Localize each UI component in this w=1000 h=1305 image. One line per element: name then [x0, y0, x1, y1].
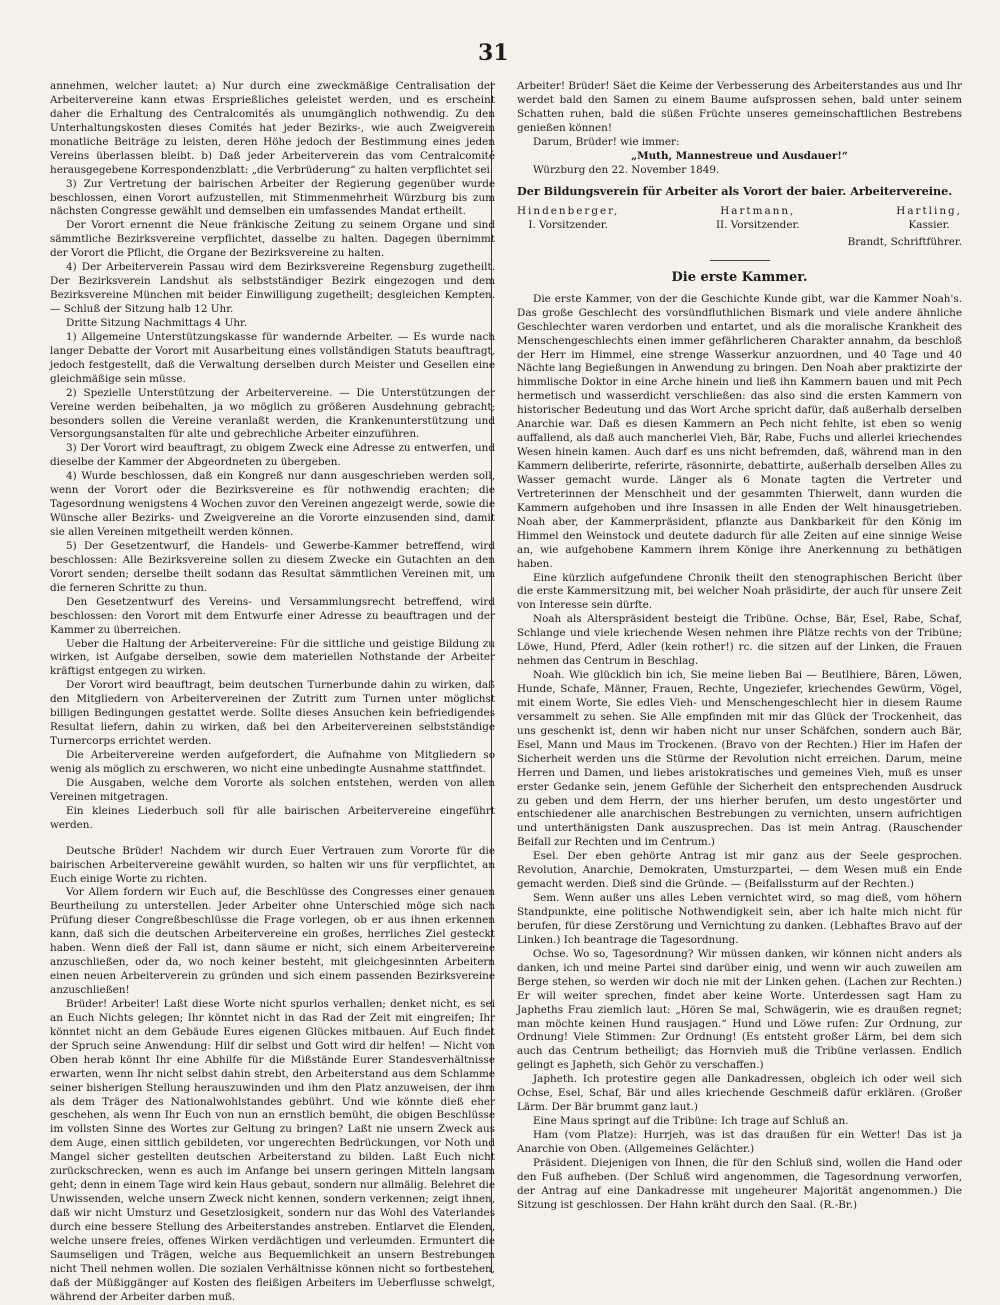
signature-name: Hartling, — [896, 204, 962, 217]
paragraph: Darum, Brüder! wie immer: — [533, 135, 680, 148]
paragraph: Die Ausgaben, welche dem Vororte als solchen entstehen, werden von allen Vereinen mitgetragen. — [50, 776, 495, 803]
signature-role: II. Vorsitzender. — [715, 218, 800, 231]
paragraph: Brüder! Arbeiter! Laßt diese Worte nicht spurlos verhallen; denket nicht, es sei an Euch Nichts gelegen; Ihr könntet nicht in das Rad der Zeit mit eingreifen; Ihr könntet nicht an dem Gebäude Eures eigenen Glückes mitbauen. Auf Euch findet der Spruch seine Anwendung: Hilf dir selbst und Gott wird dir helfen! — Nicht von Oben herab könnt Ihr eine Abhilfe für die Mißstände Eurer Standesverhältnisse erwarten, wenn Ihr nicht selbst dahin strebt, den Arbeiterstand aus dem Schlamme seiner bisherigen Stellung herauszuwinden und ihm den Platz anzuweisen, der ihm als dem Träger des Nationalwohlstandes gebührt. Und wie könnte dieß eher geschehen, als wenn Ihr Euch von nun an ernstlich bemüht, die obigen Beschlüsse im vollsten Sinne des Wortes zur Geltung zu bringen? Laßt nie unsern Zweck aus dem Auge, einen sittlich gebildeten, vor ungerechten Bedrückungen, vor Noth und Mangel sicher gestellten deutschen Arbeiterstand zu bilden. Laßt Euch nicht zurückschrecken, wenn es auch im Anfange bei unsern geringen Mitteln langsam geht; denn in einem Tage wird kein Haus gebaut, sondern nur allmälig. Belehret die Unwissenden, welche unsern Zweck nicht kennen, sondern verkennen; zeigt ihnen, daß wir nicht Umsturz und Gesetzlosigkeit, sondern nur das Wohl des Vaterlandes durch eine bessere Stellung des Arbeiterstandes anstreben. Entlarvet die Elenden, welche unsere freies, offenes Wirken verdächtigen und verleumden. Ermuntert die Saumseligen und Trägen, welche aus Bequemlichkeit an unsern Bestrebungen nicht Theil nehmen wollen. Die sozialen Verhältnisse können nicht so fortbestehen, daß der Müßiggänger auf Kosten des fleißigen Arbeiters im Ueberflusse schwelgt, während der Arbeiter darben muß. — [50, 997, 495, 1303]
paragraph: Präsident. Diejenigen von Ihnen, die für den Schluß sind, wollen die Hand oder den Fuß aufheben. (Der Schluß wird angenommen, die Tagesordnung verworfen, der Antrag auf eine Dankadresse mit ungeheurer Majorität angenommen.) Die Sitzung ist geschlossen. Der Hahn kräht durch den Saal. (R.-Br.) — [517, 1156, 962, 1211]
paragraph: Deutsche Brüder! Nachdem wir durch Euer Vertrauen zum Vororte für die bairischen Arbeitervereine gewählt wurden, so halten wir uns für verpflichtet, an Euch einige Worte zu richten. — [50, 844, 495, 885]
paragraph: Eine kürzlich aufgefundene Chronik theilt den stenographischen Bericht über die erste Kammersitzung mit, bei welcher Noah präsidirte, der auch für unsere Zeit von Interesse sein dürfte. — [517, 571, 962, 612]
signature-role: Kassier. — [908, 218, 950, 231]
article-title: Die erste Kammer. — [671, 270, 808, 286]
columns — [50, 80, 962, 1303]
spacer — [50, 833, 495, 845]
session-heading: Dritte Sitzung Nachmittags 4 Uhr. — [66, 316, 248, 329]
paragraph: Esel. Der eben gehörte Antrag ist mir ganz aus der Seele gesprochen. Revolution, Anarchie, Demokraten, Umsturzpartei, — dem Wesen muß ein Ende gemacht werden. Dieß sind die Gründe. — (Beifallssturm auf der Rechten.) — [517, 850, 962, 891]
paragraph: Noah. Wie glücklich bin ich, Sie meine lieben Bai — Beutlhiere, Bären, Löwen, Hunde, Schafe, Männer, Frauen, Rechte, Ungeziefer, kriechendes Gewürm, Vögel, mit einem Worte, Sie edles Vieh- und Menschengeschlecht hier in diesem Raume versammelt zu sehen. Sie Alle empfinden mit mir das Glück der Trockenheit, das uns geschenkt ist, denn wir haben nicht nur unser Schäfchen, sondern auch Bär, Esel, Mann und Maus im Trockenen. (Bravo von der Rechten.) Hier im Hafen der Sicherheit werden uns die Stürme der Revolution nicht erreichen. Darum, meine Herren und Damen, und liebes aristokratisches und gemeines Vieh, muß es unser erster Gedanke sein, jenem Gefühle der Sicherheit den entsprechenden Ausdruck zu geben und dem Herrn, der uns hierher berufen, um desto ungestörter und entschiedener alle anarchischen Bestrebungen zu vernichten, unsern aufrichtigen und unterthänigsten Dank auszusprechen. Das ist mein Antrag. (Rauschender Beifall zur Rechten und im Centrum.) — [517, 669, 962, 849]
paragraph: Den Gesetzentwurf des Vereins- und Versammlungsrecht betreffend, wird beschlossen: den Vorort mit dem Entwurfe einer Adresse zu beauftragen und der Kammer zu überreichen. — [50, 595, 495, 636]
paragraph: 3) Der Vorort wird beauftragt, zu obigem Zweck eine Adresse zu entwerfen, und dieselbe der Kammer der Abgeordneten zu übergeben. — [50, 442, 495, 469]
paragraph: 4) Wurde beschlossen, daß ein Kongreß nur dann ausgeschrieben werden soll, wenn der Vorort oder die Bezirksvereine es für nothwendig erachten; die Tagesordnung wenigstens 4 Wochen zuvor den Vereinen angezeigt werde, sowie die Wünsche aller Bezirks- und Zweigvereine an die Vororte einzusenden sind, damit sie allen Vereinen mitgetheilt werden können. — [50, 470, 495, 538]
paragraph: 5) Der Gesetzentwurf, die Handels- und Gewerbe-Kammer betreffend, wird beschlossen: Alle Bezirksvereine sollen zu diesem Zwecke ein Gutachten an den Vorort senden; derselbe theilt sodann das Resultat sämmtlichen Vereinen mit, um die ferneren Schritte zu thun. — [50, 539, 495, 594]
paragraph: Die erste Kammer, von der die Geschichte Kunde gibt, war die Kammer Noah's. Das große Geschlecht des vorsündfluthlichen Bismark und viele andere ähnliche Geschlechter waren verdorben und entartet, und als die moralische Krankheit des Menschengeschlechts einen immer gefährlicheren Charakter annahm, da beschloß der Herr im Himmel, eine strenge Wasserkur anzuordnen, und 40 Tage und 40 Nächte lang Begießungen in Anwendung zu bringen. Den Noah aber praktizirte der himmlische Doktor in eine Arche hinein und ließ ihn Kammern bauen und mit Pech hermetisch und wasserdicht verschließen: das also sind die ersten Kammern von historischer Bedeutung und das Wort Arche spricht dafür, daß außerhalb derselben Anarchie war. Daß es diesen Kammern an Pech nicht fehlte, ist eben so wenig auffallend, als daß auch mancherlei Vieh, Bär, Rabe, Fuchs und allerlei kriechendes Wesen hinein kamen. Auch darf es uns nicht befremden, daß, während man in den Kammern deliberirte, referirte, räsonnirte, debattirte, außerhalb derselben Alles zu Wasser gemacht wurde. Länger als 6 Monate tagten die Vertreter und Vertreterinnen der Menschheit und der gesammten Thierwelt, dann wurden die Kammern aufgehoben und ihre Insassen in alle Enden der Welt hinausgetrieben. Noah aber, der Kammerpräsident, pflanzte aus Dankbarkeit für den König im Himmel den Weinstock und deutete dadurch für alle Zeiten auf eine sinnige Weise an, wie aufgehobene Kammern ihrem Könige ihre Anerkennung zu bethätigen haben. — [517, 292, 962, 570]
left-column — [50, 80, 495, 1303]
signature — [716, 205, 800, 233]
paragraph: Ham (vom Platze): Hurrjeh, was ist das draußen für ein Wetter! Das ist ja Anarchie von Oben. (Allgemeines Gelächter.) — [517, 1129, 962, 1155]
paragraph: Ueber die Haltung der Arbeitervereine: Für die sittliche und geistige Bildung zu wirken, ist Aufgabe derselben, sowie dem materiellen Nothstande der Arbeiter kräftigst entgegen zu wirken. — [50, 637, 495, 678]
signatures — [517, 205, 962, 233]
signature-name: Hartmann, — [720, 204, 796, 217]
motto: „Muth, Mannestreue und Ausdauer!“ — [631, 149, 848, 162]
paragraph: Noah als Alterspräsident besteigt die Tribüne. Ochse, Bär, Esel, Rabe, Schaf, Schlange und viele kriechende Wesen nehmen ihre Plätze rechts von der Tribüne; Löwe, Hund, Pferd, Adler (kein rother!) rc. die sitzen auf der Linken, die Frauen nehmen das Centrum in Beschlag. — [517, 613, 962, 668]
paragraph: Der Vorort wird beauftragt, beim deutschen Turnerbunde dahin zu wirken, daß den Mitgliedern von Arbeitervereinen der Zutritt zum Turnen unter möglichst billigen Bedingungen gestattet werde. Sollte dieses Ansuchen kein befriedigendes Resultat liefern, dahin zu wirken, daß bei den Arbeitervereinen selbstständige Turnercorps errichtet werden. — [50, 679, 495, 748]
paragraph: Japheth. Ich protestire gegen alle Dankadressen, obgleich ich oder weil sich Ochse, Esel, Schaf, Bär und alles kriechende Geschmeiß dafür erklären. (Großer Lärm. Der Bär brummt ganz laut.) — [517, 1073, 962, 1114]
dateline: Würzburg den 22. November 1849. — [533, 163, 720, 176]
paragraph: Sem. Wenn außer uns alles Leben vernichtet wird, so mag dieß, vom höhern Standpunkte, eine politische Nothwendigkeit sein, aber ich halte mich nicht für berufen, für diese Zerstörung und Vernichtung zu danken. (Lebhaftes Bravo auf der Linken.) Ich beantrage die Tagesordnung. — [517, 892, 962, 946]
page-number: 31 — [478, 40, 509, 66]
paragraph: annehmen, welcher lautet: a) Nur durch eine zweckmäßige Centralisation der Arbeitervereine kann etwas Ersprießliches geleistet werden, und es erscheint daher die Erhaltung des Centralcomités als unumgänglich nothwendig. Zu den Unterhaltungskosten dieses Comités hat jeder Bezirks-, wie auch Zweigverein monatliche Beiträge zu leisten, deren Höhe jedoch der Bestimmung eines jeden Vereins überlassen bleibt. b) Daß jeder Arbeiterverein das vom Centralcomité herausgegebene Korrespondenzblatt: „die Verbrüderung“ zu halten verpflichtet sei. — [50, 80, 495, 176]
paragraph: Der Vorort ernennt die Neue fränkische Zeitung zu seinem Organe und sind sämmtliche Bezirksvereine verpflichtet, dasselbe zu halten. Dagegen übernimmt der Vorort die Pflicht, die Organe der Bezirksvereine zu halten. — [50, 219, 495, 260]
paragraph: Ein kleines Liederbuch soll für alle bairischen Arbeitervereine eingeführt werden. — [50, 804, 495, 831]
signature — [896, 205, 962, 233]
paragraph: Die Arbeitervereine werden aufgefordert, die Aufnahme von Mitgliedern so wenig als möglich zu erschweren, wo nicht eine unbedingte Ausnahme stattfindet. — [50, 749, 495, 775]
paragraph: 3) Zur Vertretung der bairischen Arbeiter der Regierung gegenüber wurde beschlossen, einen Vorort aufzustellen, mit Stimmenmehrheit Würzburg bis zum nächsten Congresse gewählt und demselben ein umfassendes Mandat ertheilt. — [50, 177, 495, 218]
paragraph: Eine Maus springt auf die Tribüne: Ich trage auf Schluß an. — [533, 1115, 849, 1128]
paragraph: Arbeiter! Brüder! Säet die Keime der Verbesserung des Arbeiterstandes aus und Ihr werdet bald den Samen zu einem Baume aufsprossen sehen, bald unter seinem Schatten ruhen, bald die süßen Früchte unseres gemeinschaftlichen Bestrebens genießen können! — [517, 80, 962, 134]
paragraph: Ochse. Wo so, Tagesordnung? Wir müssen danken, wir können nicht anders als danken, ich und meine Partei sind darüber einig, und wenn wir auch zuweilen am Berge stehen, so werden wir doch nie mit der Linken gehen. (Lachen zur Rechten.) Er will weiter sprechen, findet aber keine Worte. Unterdessen sagt Ham zu Japheths Frau ziemlich laut: „Hören Se mal, Schwägerin, wie es draußen regnet; man möchte keinen Hund rausjagen.“ Hund und Löwe rufen: Zur Ordnung, zur Ordnung! Viele Stimmen: Zur Ordnung! (Es entsteht großer Lärm, bei dem sich auch das Centrum betheiligt; das Hornvieh muß die Tribüne verlassen. Endlich gelingt es Japheth, sich Gehör zu verschaffen.) — [517, 947, 962, 1072]
paragraph: 2) Spezielle Unterstützung der Arbeitervereine. — Die Unterstützungen der Vereine werden beibehalten, ja wo möglich zu größeren Ausdehnung gebracht; besonders sollen die Vereine veranlaßt werden, die Krankenunterstützung und Versorgungsanstalten für alte und gebrechliche Arbeiter einzuführen. — [50, 386, 495, 441]
signature-secretary: Brandt, Schriftführer. — [847, 236, 962, 249]
paragraph: Vor Allem fordern wir Euch auf, die Beschlüsse des Congresses einer genauen Beurtheilung zu unterstellen. Jeder Arbeiter ohne Unterschied möge sich nach Prüfung dieser Congreßbeschlüsse die Frage vorlegen, ob er aus ihnen erkennen kann, daß sich die deutschen Arbeitervereine ein großes, herrliches Ziel gesteckt haben. Wenn dieß der Fall ist, dann säume er nicht, sich einem Arbeitervereine anzuschließen, oder da, wo noch keiner besteht, mit gleichgesinnten Arbeitern einen neuen Arbeiterverein zu gründen und sich einem passenden Bezirksvereine anzuschließen! — [50, 886, 495, 996]
signature-name: Hindenberger, — [517, 204, 620, 217]
paragraph: 4) Der Arbeiterverein Passau wird dem Bezirksvereine Regensburg zugetheilt. Der Bezirksverein Landshut als selbstständiger Bezirk eingezogen und dem Bezirksvereine München mit beider Einwilligung zugetheilt; desgleichen Kempten. — Schluß der Sitzung halb 12 Uhr. — [50, 261, 495, 315]
signature — [517, 205, 619, 233]
right-column — [517, 80, 962, 1275]
signature-role: I. Vorsitzender. — [528, 218, 608, 231]
vorort-heading: Der Bildungsverein für Arbeiter als Vorort der baier. Arbeitervereine. — [517, 183, 953, 198]
separator-line — [710, 260, 770, 261]
paragraph: 1) Allgemeine Unterstützungskasse für wandernde Arbeiter. — Es wurde nach langer Debatte der Vorort mit Ausarbeitung eines vollständigen Statuts beauftragt, jedoch festgestellt, daß die Verwaltung derselben durch Meister und Gesellen eine gleichmäßige sein müsse. — [50, 330, 495, 385]
